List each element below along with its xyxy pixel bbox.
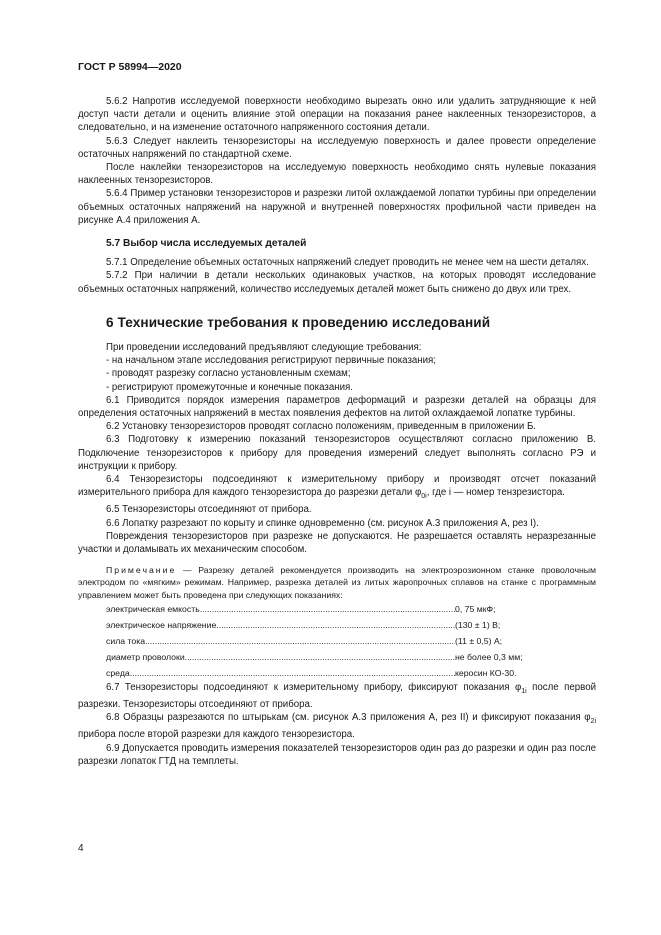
phi-subscript: 2i [590, 718, 596, 726]
param-row [78, 601, 596, 617]
phi-subscript: 1i [521, 687, 527, 695]
leader-dots [216, 617, 455, 633]
page-body [78, 95, 596, 768]
requirement-item: - на начальном этапе исследования регистрируют первичные показания; [106, 355, 436, 367]
requirement-item: - проводят разрезку согласно установленным схемам; [106, 368, 351, 380]
paragraph-6-7 [78, 681, 596, 711]
param-name: электрическое напряжение [106, 619, 217, 630]
param-row [78, 633, 596, 649]
leader-dots [145, 633, 455, 649]
leader-dots [130, 665, 455, 681]
paragraph-5-6-3: 5.6.3 Следует наклеить тензорезисторы на исследуемую поверхность и далее провести определение остаточных напряжений по стандартной схеме. [78, 135, 596, 160]
param-value: керосин КО-30. [455, 667, 517, 678]
param-row [78, 649, 596, 665]
param-name: среда [106, 667, 130, 678]
paragraph-5-6-2: 5.6.2 Напротив исследуемой поверхности необходимо вырезать окно или удалить затрудняющие к ней доступ части детали и оценить влияние этой операции на показания ранее наклеенных тензорезисторов, а следовательно, и на изменение остаточного напряженного состояния детали. [78, 96, 596, 134]
param-value: не более 0,3 мм; [455, 651, 523, 662]
paragraph-6-8-text-end: прибора после второй разрезки для каждого тензорезистора. [78, 729, 355, 741]
param-row [78, 617, 596, 633]
paragraph-5-6-3-continued: После наклейки тензорезисторов на исследуемую поверхность необходимо снять нулевые показания наклеенных тензорезисторов. [78, 162, 596, 187]
paragraph-5-7-2: 5.7.2 При наличии в детали нескольких одинаковых участков, на которых проводят исследование объемных остаточных напряжений, количество исследуемых деталей может быть снижено до двух или трех. [78, 270, 596, 295]
paragraph-6-4 [78, 473, 596, 503]
paragraph-6-9: 6.9 Допускается проводить измерения показателей тензорезисторов один раз до разрезки и один раз после разрезки лопаток ГТД на темплеты. [78, 742, 596, 767]
section-6-heading: 6 Технические требования к проведению исследований [106, 314, 491, 330]
param-value: (11 ± 0,5) А; [455, 635, 503, 646]
paragraph-5-7-1: 5.7.1 Определение объемных остаточных напряжений следует проводить не менее чем на шести деталях. [106, 257, 589, 269]
param-value: 0, 75 мкФ; [455, 603, 496, 614]
requirements-intro: При проведении исследований предъявляют следующие требования: [106, 342, 422, 354]
paragraph-6-8-text: 6.8 Образцы разрезаются по штырькам (см. рисунок А.3 приложения А, рез II) и фиксируют показания φ [106, 712, 591, 724]
paragraph-6-7-text-end: после первой разрезки. Тензорезисторы отсоединяют от прибора. [78, 681, 596, 710]
leader-dots [185, 649, 455, 665]
param-name: диаметр проволоки [106, 651, 185, 662]
param-name: сила тока [106, 635, 146, 646]
paragraph-6-6-continued: Повреждения тензорезисторов при разрезке не допускаются. Не разрешается оставлять неразрезанные участки и доламывать их механическим способом. [78, 530, 596, 556]
leader-dots [200, 601, 455, 617]
note-label: Примечание [106, 565, 177, 576]
paragraph-6-2: 6.2 Установку тензорезисторов проводят согласно положениям, приведенным в приложении Б. [106, 421, 536, 433]
paragraph-6-4-text-end: , где i — номер тензрезистора. [426, 487, 565, 499]
paragraph-6-1: 6.1 Приводится порядок измерения параметров деформаций и разрезки деталей на образцы для определения остаточных напряжений в местах появления дефектов на литой охлаждаемой лопатке турбины. [78, 394, 596, 420]
section-5-7-heading: 5.7 Выбор числа исследуемых деталей [106, 238, 307, 250]
paragraph-5-6-4: 5.6.4 Пример установки тензорезисторов и разрезки литой охлаждаемой лопатки турбины при определении объемных остаточных напряжений на наружной и внутренней поверхностях профильной части приведен на рисунке А.4 приложения А. [78, 188, 596, 226]
param-name: электрическая емкость [106, 603, 200, 614]
paragraph-6-5: 6.5 Тензорезисторы отсоединяют от прибора. [106, 504, 312, 516]
param-value: (130 ± 1) В; [455, 619, 501, 630]
note-text: — Разрезку деталей рекомендуется производить на электроэрозионном станке проволочным электродом по «мягким» режимам. Например, разрезка деталей из литых жаропрочных сплавов на станке с программным управлением может быть проведена при следующих показаниях: [78, 565, 596, 600]
note-paragraph [78, 564, 596, 601]
paragraph-6-3: 6.3 Подготовку к измерению показаний тензорезисторов осуществляют согласно приложению В. Подключение тензорезисторов к прибору для проведения измерений следует выполнять согласно РЭ и инструкции к прибору. [78, 434, 596, 472]
paragraph-6-7-text: 6.7 Тензорезисторы подсоединяют к измерительному прибору, фиксируют показания φ [106, 681, 522, 693]
document-header: ГОСТ Р 58994—2020 [78, 61, 182, 73]
note-block [78, 564, 596, 681]
param-row [78, 665, 596, 681]
paragraph-6-8 [78, 711, 596, 741]
requirement-item: - регистрируют промежуточные и конечные показания. [106, 381, 353, 393]
paragraph-6-6: 6.6 Лопатку разрезают по корыту и спинке одновременно (см. рисунок А.3 приложения А, рез I). [106, 517, 539, 529]
page-number: 4 [78, 843, 84, 854]
paragraph-6-4-text: 6.4 Тензорезисторы подсоединяют к измерительному прибору и производят отсчет показаний измерительного прибора для каждого тензорезистора до разрезки детали φ [78, 474, 596, 499]
phi-subscript: 0i [421, 493, 427, 501]
